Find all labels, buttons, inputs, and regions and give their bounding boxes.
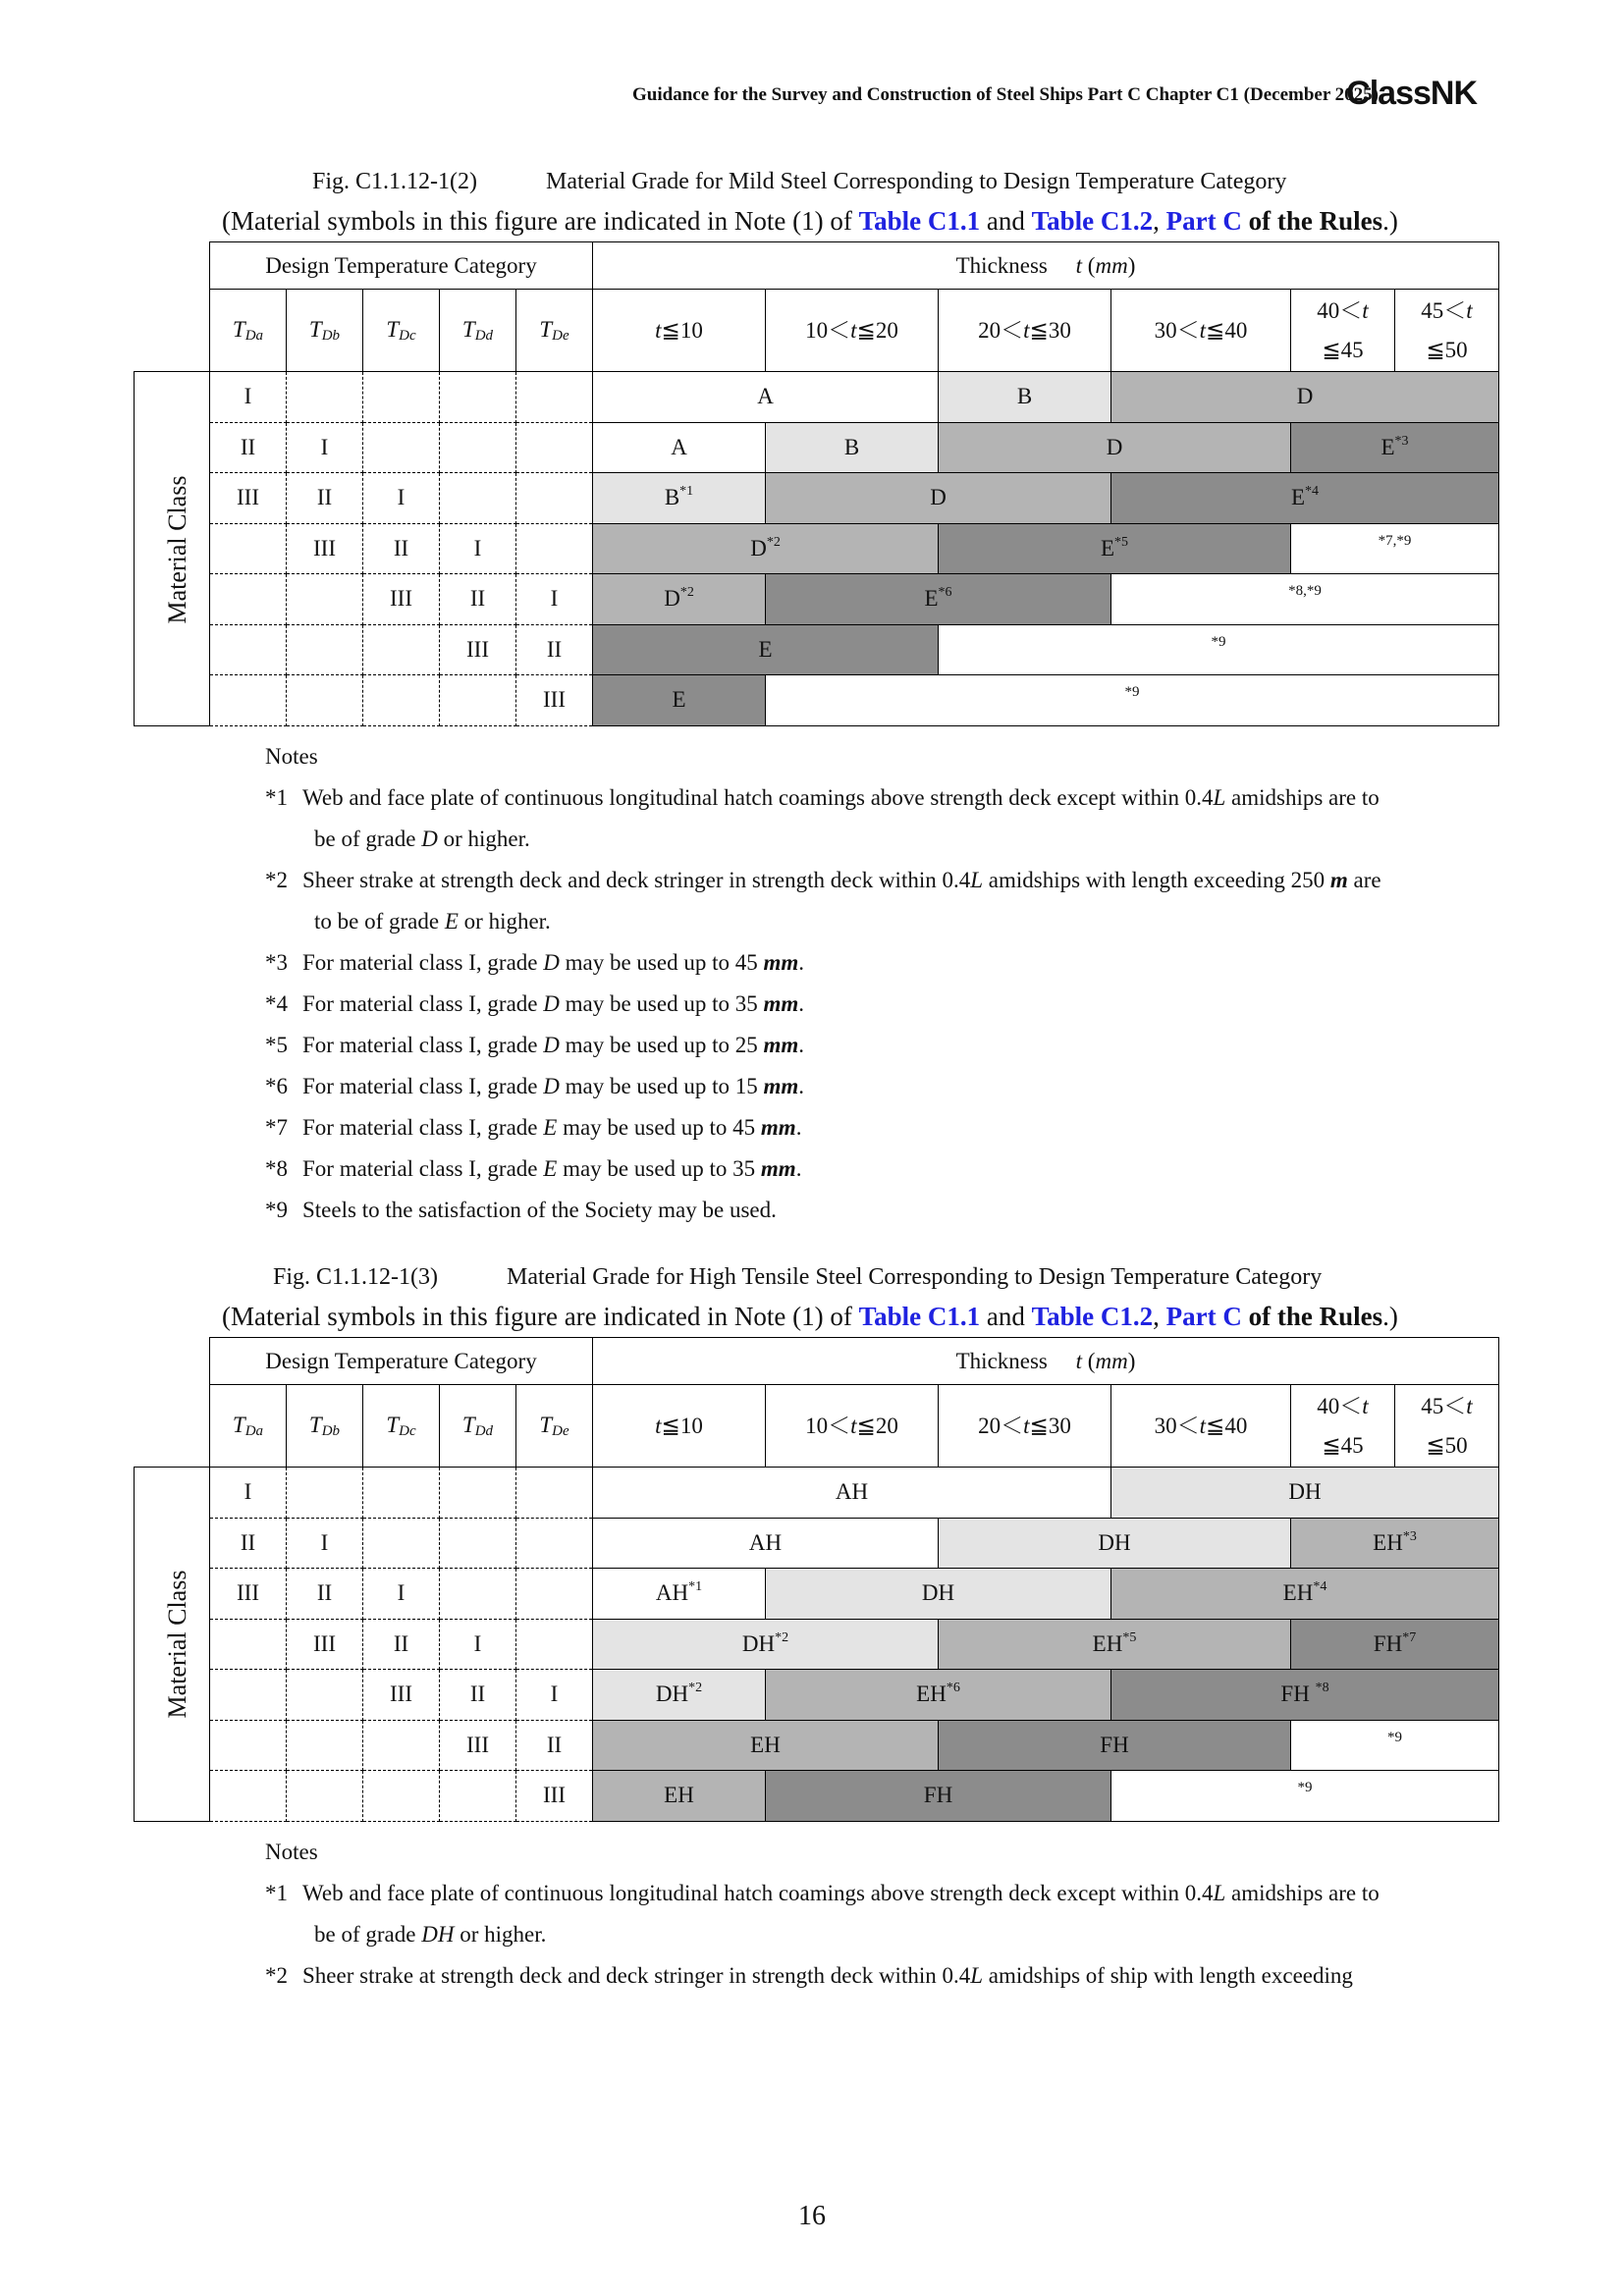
category-cell: I bbox=[210, 1468, 287, 1519]
page-header bbox=[0, 75, 1624, 114]
category-cell bbox=[210, 624, 287, 675]
temp-category-header: $T_{Dc}$ bbox=[363, 290, 440, 372]
grade-cell: DH$^{*2}$ bbox=[593, 1670, 766, 1721]
note-key: *6 bbox=[265, 1074, 288, 1098]
grade-cell: A bbox=[593, 422, 766, 473]
thickness-range-header: t≦10 bbox=[593, 290, 766, 372]
note-item bbox=[265, 1873, 1488, 1914]
thickness-range-header: 10＜t≦20 bbox=[766, 1385, 939, 1468]
category-cell: II bbox=[363, 523, 440, 574]
category-cell bbox=[210, 574, 287, 625]
fig1-subnote: (Material symbols in this figure are indicated in Note (1) of Table C1.1 and Table C1.2, Part C of the Rules.) bbox=[222, 206, 1398, 236]
fig1-notes bbox=[265, 736, 1488, 1231]
grade-cell: *8,*9 bbox=[1111, 574, 1499, 625]
thickness-unit: t (mm) bbox=[1075, 1348, 1136, 1373]
note-text: Web and face plate of continuous longitudinal hatch coamings above strength deck except within 0.4L amidships are to bbox=[302, 1881, 1380, 1905]
grade-cell: *9 bbox=[939, 624, 1499, 675]
grade-cell: *9 bbox=[1291, 1720, 1499, 1771]
category-cell bbox=[440, 1569, 516, 1620]
category-cell: III bbox=[210, 1569, 287, 1620]
category-cell bbox=[363, 372, 440, 423]
category-cell bbox=[440, 372, 516, 423]
note-text: Steels to the satisfaction of the Society may be used. bbox=[302, 1198, 777, 1222]
grade-cell: $D^{*2}$ bbox=[593, 523, 939, 574]
category-cell bbox=[287, 372, 363, 423]
note-item bbox=[265, 942, 1488, 984]
thickness-range-header: 45＜t ≦50 bbox=[1395, 290, 1499, 372]
category-cell bbox=[363, 675, 440, 726]
material-class-label: Material Class bbox=[163, 475, 191, 624]
category-cell bbox=[210, 1619, 287, 1670]
note-key: *5 bbox=[265, 1033, 288, 1057]
note-item bbox=[265, 1148, 1488, 1190]
category-cell: III bbox=[363, 574, 440, 625]
temp-category-header: $T_{De}$ bbox=[516, 290, 593, 372]
thickness-range-header: 20＜t≦30 bbox=[939, 290, 1111, 372]
table-row bbox=[135, 1569, 1499, 1620]
note-item bbox=[265, 984, 1488, 1025]
grade-cell: D bbox=[1111, 372, 1499, 423]
category-cell bbox=[516, 1518, 593, 1569]
category-cell: I bbox=[287, 422, 363, 473]
table-row bbox=[135, 1771, 1499, 1822]
grade-cell: *9 bbox=[766, 675, 1499, 726]
grade-cell: $E^{*5}$ bbox=[939, 523, 1291, 574]
fig1-title: Material Grade for Mild Steel Corresponding to Design Temperature Category bbox=[546, 169, 1287, 194]
category-cell bbox=[440, 422, 516, 473]
category-cell: I bbox=[287, 1518, 363, 1569]
grade-cell: DH bbox=[766, 1569, 1111, 1620]
category-cell: I bbox=[440, 523, 516, 574]
note-key: *9 bbox=[265, 1198, 288, 1222]
category-cell: II bbox=[287, 473, 363, 524]
link-table-c1-1[interactable]: Table C1.1 bbox=[858, 206, 981, 236]
grade-cell: AH$^{*1}$ bbox=[593, 1569, 766, 1620]
category-cell: III bbox=[287, 523, 363, 574]
table-row bbox=[135, 1619, 1499, 1670]
grade-cell: $E^{*4}$ bbox=[1111, 473, 1499, 524]
category-cell bbox=[363, 624, 440, 675]
note-key: *8 bbox=[265, 1156, 288, 1181]
table-row bbox=[135, 574, 1499, 625]
note-item bbox=[265, 1190, 1488, 1231]
page-number: 16 bbox=[798, 2201, 826, 2231]
fig2-table bbox=[134, 1337, 1499, 1822]
note-item bbox=[265, 860, 1488, 901]
note-text: For material class I, grade D may be used up to 45 mm. bbox=[302, 950, 805, 975]
fig2-notes bbox=[265, 1832, 1488, 1997]
notes-heading: Notes bbox=[265, 1840, 318, 1864]
category-cell: I bbox=[363, 473, 440, 524]
grade-cell: DH bbox=[1111, 1468, 1499, 1519]
fig2-title: Material Grade for High Tensile Steel Corresponding to Design Temperature Category bbox=[507, 1264, 1323, 1290]
grade-cell: $E^{*3}$ bbox=[1291, 422, 1499, 473]
category-cell bbox=[516, 1619, 593, 1670]
category-cell bbox=[210, 675, 287, 726]
grade-cell: AH bbox=[593, 1518, 939, 1569]
category-cell: I bbox=[516, 1670, 593, 1721]
table-row bbox=[135, 675, 1499, 726]
grade-cell: A bbox=[593, 372, 939, 423]
fig1-label: Fig. C1.1.12-1(2) bbox=[312, 169, 477, 194]
category-cell: II bbox=[440, 1670, 516, 1721]
thickness-unit: t (mm) bbox=[1075, 252, 1136, 278]
category-cell bbox=[516, 1569, 593, 1620]
category-cell: III bbox=[516, 675, 593, 726]
thickness-range-header: t≦10 bbox=[593, 1385, 766, 1468]
category-cell: II bbox=[210, 422, 287, 473]
link-table-c1-2[interactable]: Table C1.2 bbox=[1031, 1302, 1154, 1331]
category-cell bbox=[287, 1670, 363, 1721]
table-row bbox=[135, 473, 1499, 524]
grade-cell: D bbox=[939, 422, 1291, 473]
grade-cell: D bbox=[766, 473, 1111, 524]
grade-cell: FH bbox=[939, 1720, 1291, 1771]
category-cell: II bbox=[516, 1720, 593, 1771]
header-title: Guidance for the Survey and Construction of Steel Ships Part C Chapter C1 (December 2025) bbox=[632, 84, 1379, 105]
note-text: For material class I, grade D may be used up to 35 mm. bbox=[302, 991, 805, 1016]
classnk-logo: ClassNK bbox=[1346, 75, 1477, 112]
note-key: *2 bbox=[265, 868, 288, 892]
note-item bbox=[265, 1107, 1488, 1148]
category-cell: I bbox=[516, 574, 593, 625]
category-cell bbox=[210, 1771, 287, 1822]
design-temperature-category-header: Design Temperature Category bbox=[210, 242, 593, 290]
note-key: *7 bbox=[265, 1115, 288, 1140]
grade-cell: B bbox=[939, 372, 1111, 423]
category-cell bbox=[516, 422, 593, 473]
link-table-c1-2[interactable]: Table C1.2 bbox=[1031, 206, 1154, 236]
thickness-range-header: 40＜t ≦45 bbox=[1291, 290, 1395, 372]
category-cell bbox=[287, 1771, 363, 1822]
note-item bbox=[265, 1025, 1488, 1066]
table-row bbox=[135, 1518, 1499, 1569]
temp-category-header: $T_{Db}$ bbox=[287, 290, 363, 372]
grade-cell: DH bbox=[939, 1518, 1291, 1569]
note-text: For material class I, grade E may be used up to 45 mm. bbox=[302, 1115, 802, 1140]
fig1-table bbox=[134, 241, 1499, 726]
table-row bbox=[135, 422, 1499, 473]
category-cell: II bbox=[363, 1619, 440, 1670]
temp-category-header: $T_{Da}$ bbox=[210, 290, 287, 372]
note-key: *1 bbox=[265, 785, 288, 810]
category-cell bbox=[516, 372, 593, 423]
thickness-range-header: 20＜t≦30 bbox=[939, 1385, 1111, 1468]
category-cell bbox=[363, 1771, 440, 1822]
category-cell bbox=[287, 574, 363, 625]
category-cell bbox=[440, 1771, 516, 1822]
category-cell bbox=[287, 1720, 363, 1771]
category-cell: III bbox=[516, 1771, 593, 1822]
temp-category-header: $T_{Da}$ bbox=[210, 1385, 287, 1468]
category-cell bbox=[210, 523, 287, 574]
category-cell bbox=[363, 1468, 440, 1519]
category-cell bbox=[363, 1720, 440, 1771]
table-row bbox=[135, 1468, 1499, 1519]
grade-cell: EH$^{*5}$ bbox=[939, 1619, 1291, 1670]
grade-cell: AH bbox=[593, 1468, 1111, 1519]
grade-cell: E bbox=[593, 675, 766, 726]
notes-heading: Notes bbox=[265, 744, 318, 769]
category-cell: III bbox=[440, 624, 516, 675]
category-cell: I bbox=[440, 1619, 516, 1670]
category-cell bbox=[363, 1518, 440, 1569]
note-key: *2 bbox=[265, 1963, 288, 1988]
grade-cell: EH$^{*3}$ bbox=[1291, 1518, 1499, 1569]
note-text: Sheer strake at strength deck and deck stringer in strength deck within 0.4L amidships of ship with length exceeding bbox=[302, 1963, 1353, 1988]
table-row bbox=[135, 624, 1499, 675]
grade-cell: EH bbox=[593, 1771, 766, 1822]
thickness-range-header: 30＜t≦40 bbox=[1111, 1385, 1291, 1468]
table-row bbox=[135, 372, 1499, 423]
note-item bbox=[265, 1066, 1488, 1107]
note-key: *4 bbox=[265, 991, 288, 1016]
fig2-label: Fig. C1.1.12-1(3) bbox=[273, 1264, 438, 1290]
note-key: *1 bbox=[265, 1881, 288, 1905]
category-cell bbox=[516, 473, 593, 524]
temp-category-header: $T_{Dd}$ bbox=[440, 290, 516, 372]
category-cell: III bbox=[440, 1720, 516, 1771]
temp-category-header: $T_{Db}$ bbox=[287, 1385, 363, 1468]
note-text: For material class I, grade D may be used up to 15 mm. bbox=[302, 1074, 805, 1098]
grade-cell: E bbox=[593, 624, 939, 675]
category-cell: I bbox=[363, 1569, 440, 1620]
grade-cell: EH bbox=[593, 1720, 939, 1771]
category-cell bbox=[210, 1720, 287, 1771]
category-cell: II bbox=[210, 1518, 287, 1569]
note-text: For material class I, grade E may be used up to 35 mm. bbox=[302, 1156, 802, 1181]
note-text-continued: be of grade DH or higher. bbox=[314, 1922, 547, 1947]
design-temperature-category-header: Design Temperature Category bbox=[210, 1338, 593, 1385]
grade-cell: *9 bbox=[1111, 1771, 1499, 1822]
note-item bbox=[265, 777, 1488, 819]
table-row bbox=[135, 523, 1499, 574]
thickness-range-header: 45＜t ≦50 bbox=[1395, 1385, 1499, 1468]
category-cell bbox=[210, 1670, 287, 1721]
category-cell bbox=[287, 675, 363, 726]
thickness-header: Thickness t (mm) bbox=[593, 242, 1499, 290]
grade-cell: *7,*9 bbox=[1291, 523, 1499, 574]
category-cell: II bbox=[440, 574, 516, 625]
link-table-c1-1[interactable]: Table C1.1 bbox=[858, 1302, 981, 1331]
note-item bbox=[265, 1955, 1488, 1997]
grade-cell: EH$^{*6}$ bbox=[766, 1670, 1111, 1721]
thickness-range-header: 10＜t≦20 bbox=[766, 290, 939, 372]
category-cell bbox=[440, 473, 516, 524]
category-cell bbox=[363, 422, 440, 473]
grade-cell: FH bbox=[766, 1771, 1111, 1822]
category-cell bbox=[440, 1518, 516, 1569]
category-cell bbox=[440, 1468, 516, 1519]
thickness-header: Thickness t (mm) bbox=[593, 1338, 1499, 1385]
temp-category-header: $T_{Dc}$ bbox=[363, 1385, 440, 1468]
category-cell: II bbox=[287, 1569, 363, 1620]
grade-cell: FH $^{*8}$ bbox=[1111, 1670, 1499, 1721]
note-text: Web and face plate of continuous longitudinal hatch coamings above strength deck except within 0.4L amidships are to bbox=[302, 785, 1380, 810]
grade-cell: DH$^{*2}$ bbox=[593, 1619, 939, 1670]
note-text-continued: to be of grade E or higher. bbox=[314, 909, 551, 934]
grade-cell: $D^{*2}$ bbox=[593, 574, 766, 625]
category-cell: I bbox=[210, 372, 287, 423]
category-cell: III bbox=[363, 1670, 440, 1721]
category-cell bbox=[287, 1468, 363, 1519]
temp-category-header: $T_{De}$ bbox=[516, 1385, 593, 1468]
grade-cell: $B^{*1}$ bbox=[593, 473, 766, 524]
category-cell: III bbox=[287, 1619, 363, 1670]
category-cell bbox=[287, 624, 363, 675]
category-cell: III bbox=[210, 473, 287, 524]
material-class-label: Material Class bbox=[163, 1570, 191, 1719]
grade-cell: FH$^{*7}$ bbox=[1291, 1619, 1499, 1670]
fig2-subnote: (Material symbols in this figure are indicated in Note (1) of Table C1.1 and Table C1.2, Part C of the Rules.) bbox=[222, 1302, 1398, 1331]
note-text-continued: be of grade D or higher. bbox=[314, 827, 530, 851]
link-part-c[interactable]: Part C bbox=[1165, 206, 1242, 236]
category-cell: II bbox=[516, 624, 593, 675]
category-cell bbox=[516, 523, 593, 574]
category-cell bbox=[440, 675, 516, 726]
table-row bbox=[135, 1670, 1499, 1721]
link-part-c[interactable]: Part C bbox=[1165, 1302, 1242, 1331]
grade-cell: $E^{*6}$ bbox=[766, 574, 1111, 625]
thickness-range-header: 30＜t≦40 bbox=[1111, 290, 1291, 372]
note-key: *3 bbox=[265, 950, 288, 975]
thickness-range-header: 40＜t ≦45 bbox=[1291, 1385, 1395, 1468]
temp-category-header: $T_{Dd}$ bbox=[440, 1385, 516, 1468]
note-text: For material class I, grade D may be used up to 25 mm. bbox=[302, 1033, 805, 1057]
note-text: Sheer strake at strength deck and deck stringer in strength deck within 0.4L amidships with length exceeding 250 m are bbox=[302, 868, 1381, 892]
grade-cell: B bbox=[766, 422, 939, 473]
grade-cell: EH$^{*4}$ bbox=[1111, 1569, 1499, 1620]
table-row bbox=[135, 1720, 1499, 1771]
category-cell bbox=[516, 1468, 593, 1519]
